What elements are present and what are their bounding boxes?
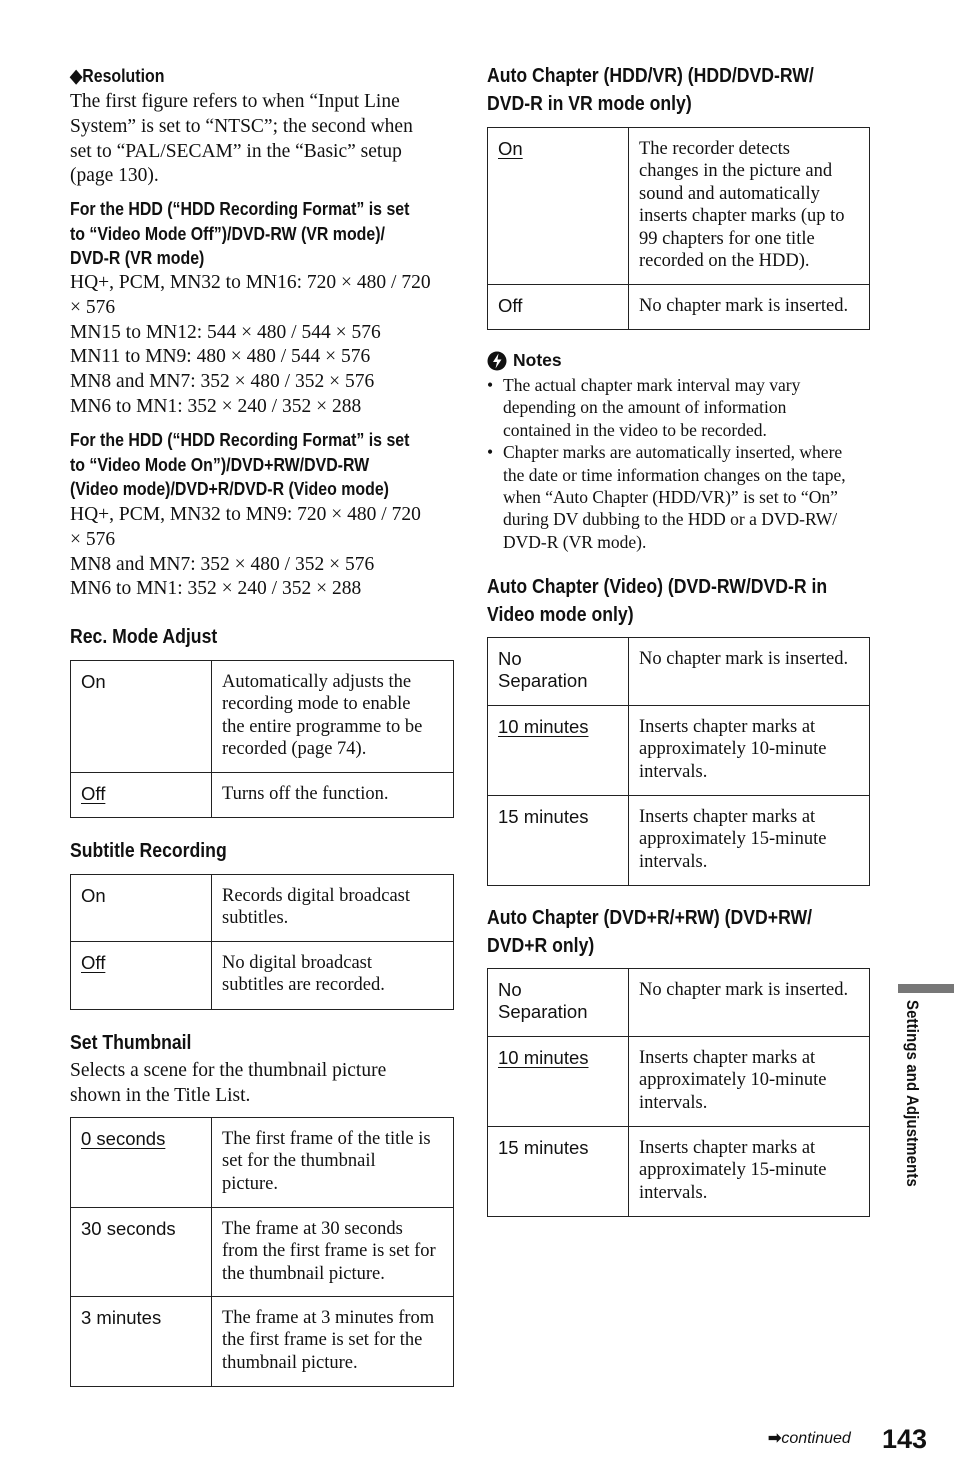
notes-icon <box>487 351 507 371</box>
table-row <box>71 661 454 773</box>
section-side-label: Settings and Adjustments <box>903 1000 921 1187</box>
rec-mode-heading: Rec. Mode Adjust <box>70 625 218 648</box>
table-row <box>488 796 870 886</box>
notes-title: Notes <box>513 350 562 370</box>
option-desc: No chapter mark is inserted. <box>629 285 870 330</box>
resolution-heading: ◆Resolution <box>70 65 165 86</box>
option-desc: No chapter mark is inserted. <box>629 969 870 1037</box>
table-row <box>488 1037 870 1127</box>
auto-vr-table <box>487 127 870 330</box>
page-number: 143 <box>882 1424 928 1454</box>
table-row <box>71 1297 454 1387</box>
option-key: Off <box>71 942 212 1010</box>
option-desc: Inserts chapter marks at approximately 15-minute intervals. <box>629 1127 870 1217</box>
arrow-right-icon: ➡ <box>768 1430 782 1447</box>
option-desc: Inserts chapter marks at approximately 15-minute intervals. <box>629 796 870 886</box>
auto-vr-heading: Auto Chapter (HDD/VR) (HDD/DVD-RW/ DVD-R in VR mode only) <box>487 64 814 115</box>
rec-mode-table <box>70 660 454 818</box>
table-row <box>71 1208 454 1297</box>
option-key: 3 minutes <box>71 1297 212 1387</box>
resolution-group2-values: HQ+, PCM, MN32 to MN9: 720 × 480 / 720 × 576 MN8 and MN7: 352 × 480 / 352 × 576 MN6 to MN1: 352 × 240 / 352 × 288 <box>70 504 421 600</box>
auto-video-table <box>487 637 870 886</box>
option-key: On <box>71 661 212 773</box>
option-key: 30 seconds <box>71 1208 212 1297</box>
option-desc: The first frame of the title is set for the thumbnail picture. <box>212 1118 454 1208</box>
thumbnail-intro: Selects a scene for the thumbnail picture shown in the Title List. <box>70 1060 387 1106</box>
table-row <box>488 706 870 796</box>
option-desc: Inserts chapter marks at approximately 10-minute intervals. <box>629 1037 870 1127</box>
option-desc: No digital broadcast subtitles are recorded. <box>212 942 454 1010</box>
option-desc: The frame at 30 seconds from the first frame is set for the thumbnail picture. <box>212 1208 454 1297</box>
option-key: Off <box>71 773 212 818</box>
option-desc: The frame at 3 minutes from the first frame is set for the thumbnail picture. <box>212 1297 454 1387</box>
table-row <box>488 285 870 330</box>
option-key: 10 minutes <box>488 706 629 796</box>
thumbnail-heading: Set Thumbnail <box>70 1031 192 1054</box>
table-row <box>71 942 454 1010</box>
resolution-group1-values: HQ+, PCM, MN32 to MN16: 720 × 480 / 720 × 576 MN15 to MN12: 544 × 480 / 544 × 576 MN11 to MN9: 480 × 480 / 544 × 576 MN8 and MN7: 352 × 480 / 352 × 576 MN6 to MN1: 352 × 240 / 352 × 288 <box>70 272 431 417</box>
option-key: On <box>71 875 212 942</box>
thumbnail-table <box>70 1117 454 1387</box>
table-row <box>488 969 870 1037</box>
notes-header <box>487 350 562 371</box>
option-key: 15 minutes <box>488 1127 629 1217</box>
option-desc: No chapter mark is inserted. <box>629 638 870 706</box>
table-row <box>488 128 870 285</box>
table-row <box>71 1118 454 1208</box>
option-desc: Records digital broadcast subtitles. <box>212 875 454 942</box>
subtitle-heading: Subtitle Recording <box>70 839 227 862</box>
list-item: • Chapter marks are automatically inserted, where the date or time information changes on the tape, when “Auto Chapter (HDD/VR)” is set to “On” during DV dubbing to the HDD or a DVD-RW/ DVD-R (VR mode). <box>487 441 882 553</box>
table-row <box>71 875 454 942</box>
table-row <box>488 638 870 706</box>
resolution-intro: The first figure refers to when “Input Line System” is set to “NTSC”; the second when set to “PAL/SECAM” in the “Basic” setup (page 130). <box>70 91 413 187</box>
option-key: On <box>488 128 629 285</box>
option-desc: The recorder detects changes in the picture and sound and automatically inserts chapter marks (up to 99 chapters for one title recorded on the HDD). <box>629 128 870 285</box>
auto-plus-table <box>487 968 870 1217</box>
subtitle-table <box>70 874 454 1010</box>
option-key: 10 minutes <box>488 1037 629 1127</box>
notes-list <box>487 374 882 553</box>
option-desc: Automatically adjusts the recording mode to enable the entire programme to be recorded (page 74). <box>212 661 454 773</box>
option-key: Off <box>488 285 629 330</box>
section-tab-marker <box>898 984 954 993</box>
option-desc: Turns off the function. <box>212 773 454 818</box>
option-key: 15 minutes <box>488 796 629 886</box>
resolution-group2-heading: For the HDD (“HDD Recording Format” is set to “Video Mode On”)/DVD+RW/DVD-RW (Video mode)/DVD+R/DVD-R (Video mode) <box>70 429 410 499</box>
auto-plus-heading: Auto Chapter (DVD+R/+RW) (DVD+RW/ DVD+R only) <box>487 906 813 957</box>
option-desc: Inserts chapter marks at approximately 10-minute intervals. <box>629 706 870 796</box>
table-row <box>488 1127 870 1217</box>
continued-indicator: ➡continued <box>768 1430 851 1447</box>
option-key: No Separation <box>488 638 629 706</box>
option-key: 0 seconds <box>71 1118 212 1208</box>
option-key: No Separation <box>488 969 629 1037</box>
list-item: • The actual chapter mark interval may vary depending on the amount of information contained in the video to be recorded. <box>487 374 882 441</box>
table-row <box>71 773 454 818</box>
auto-video-heading: Auto Chapter (Video) (DVD-RW/DVD-R in Video mode only) <box>487 575 828 626</box>
resolution-group1-heading: For the HDD (“HDD Recording Format” is set to “Video Mode Off”)/DVD-RW (VR mode)/ DVD-R (VR mode) <box>70 198 410 268</box>
